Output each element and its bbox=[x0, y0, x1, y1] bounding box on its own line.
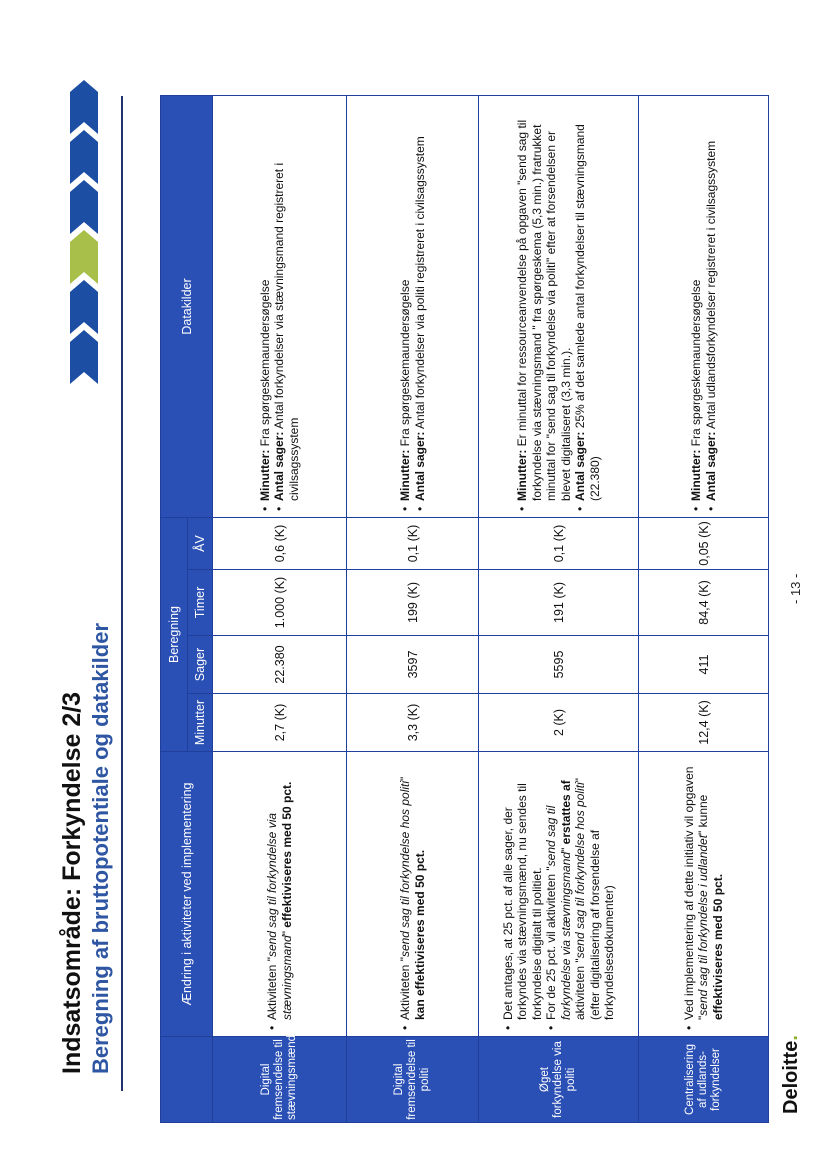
chevron-icon bbox=[70, 280, 98, 334]
list-item: • Det antages, at 25 pct. af alle sager, der forkyndes via stævningsmænd, nu sendes til forkyndelse digitalt til politiet. bbox=[501, 760, 545, 1030]
list-item: • Aktiviteten "send sag til forkyndelse hos politi" kan effektiviseres med 50 pct. bbox=[398, 760, 427, 1030]
header-change: Ændring i aktiviteter ved implementering bbox=[161, 752, 213, 1037]
page-title: Indsatsområde: Forkyndelse 2/3 bbox=[58, 691, 86, 1074]
row-label: Digital fremsendelse til politi bbox=[347, 1037, 479, 1123]
list-item: • Ved implementering af dette initiativ vil opgaven "send sag til forkyndelse i udlandet" kunne effektiviseres med 50 pct. bbox=[682, 760, 726, 1030]
row-label: Centralisering af udlands-forkyndelser bbox=[639, 1037, 769, 1123]
chevron-icon bbox=[70, 80, 98, 134]
hours-cell: 199 (K) bbox=[347, 570, 479, 636]
header-av: ÅV bbox=[188, 518, 213, 570]
chevron-icon-active bbox=[70, 230, 98, 284]
change-cell bbox=[213, 752, 347, 1037]
minutes-cell: 2,7 (K) bbox=[213, 694, 347, 752]
change-cell bbox=[479, 752, 639, 1037]
page-subtitle: Beregning af bruttopotentiale og datakilder bbox=[88, 622, 113, 1074]
hours-cell: 191 (K) bbox=[479, 570, 639, 636]
hours-cell: 1.000 (K) bbox=[213, 570, 347, 636]
list-item: • Minutter: Fra spørgeskemaundersøgelse bbox=[398, 104, 413, 511]
header-minutes: Minutter bbox=[188, 694, 213, 752]
title-divider bbox=[121, 96, 123, 1091]
list-item: • Minutter: Fra spørgeskemaundersøgelse bbox=[258, 104, 273, 511]
page-number: - 13 - bbox=[788, 573, 803, 604]
hours-cell: 84,4 (K) bbox=[639, 570, 769, 636]
list-item: • Antal sager: 25% af det samlede antal forkyndelser til stævningsmand (22.380) bbox=[573, 104, 602, 511]
header-cases: Sager bbox=[188, 636, 213, 694]
cases-cell: 22.380 bbox=[213, 636, 347, 694]
sources-cell bbox=[213, 96, 347, 518]
minutes-cell: 2 (K) bbox=[479, 694, 639, 752]
minutes-cell: 3,3 (K) bbox=[347, 694, 479, 752]
table-row bbox=[347, 96, 479, 1123]
change-cell bbox=[639, 752, 769, 1037]
chevron-icon bbox=[70, 330, 98, 384]
list-item: • Aktiviteten "send sag til forkyndelse via stævningsmand" effektiviseres med 50 pct. bbox=[265, 760, 294, 1030]
list-item: • Minutter: Fra spørgeskemaundersøgelse bbox=[689, 104, 704, 511]
sources-cell bbox=[347, 96, 479, 518]
av-cell: 0,6 (K) bbox=[213, 518, 347, 570]
header-hours: Timer bbox=[188, 570, 213, 636]
row-label: Digital fremsendelse til stævningsmænd bbox=[213, 1037, 347, 1123]
cases-cell: 3597 bbox=[347, 636, 479, 694]
chevron-icon bbox=[70, 130, 98, 184]
calculation-table bbox=[160, 95, 769, 1123]
deloitte-logo: Deloitte. bbox=[780, 1035, 802, 1114]
list-item: • Antal sager: Antal udlandsforkyndelser registreret i civilsagssystem bbox=[704, 104, 719, 511]
cases-cell: 5595 bbox=[479, 636, 639, 694]
table-row bbox=[479, 96, 639, 1123]
chevron-icon bbox=[70, 180, 98, 234]
sources-cell bbox=[479, 96, 639, 518]
list-item: • Antal sager: Antal forkyndelser via stævningsmand registreret i civilsagssystem bbox=[272, 104, 301, 511]
table-row bbox=[639, 96, 769, 1123]
table-row bbox=[213, 96, 347, 1123]
progress-chevrons bbox=[68, 79, 100, 384]
cases-cell: 411 bbox=[639, 636, 769, 694]
av-cell: 0,05 (K) bbox=[639, 518, 769, 570]
header-sources: Datakilder bbox=[161, 96, 213, 518]
av-cell: 0,1 (K) bbox=[347, 518, 479, 570]
header-calc: Beregning bbox=[161, 518, 188, 752]
change-cell bbox=[347, 752, 479, 1037]
corner-cell bbox=[161, 1037, 213, 1123]
list-item: • Minutter: Er minuttal for ressourceanvendelse på opgaven "send sag til forkyndelse via stævningsmand " fra spørgeskema (5,3 min.) fratrukket minuttal for "send sag til forkyndelse via politi" efter at forsendelsen er blevet digitaliseret (3,3 min.). bbox=[515, 104, 573, 511]
av-cell: 0,1 (K) bbox=[479, 518, 639, 570]
list-item: • For de 25 pct. vil aktiviteten "send sag til forkyndelse via stævningsmand" erstattes af aktiviteten "send sag til forkyndelse hos politi" (efter digitalisering af forsendelse af forkyndelsesdokumenter) bbox=[544, 760, 617, 1030]
list-item: • Antal sager: Antal forkyndelser via politi registreret i civilsagssystem bbox=[413, 104, 428, 511]
minutes-cell: 12,4 (K) bbox=[639, 694, 769, 752]
row-label: Øget forkyndelse via politi bbox=[479, 1037, 639, 1123]
sources-cell bbox=[639, 96, 769, 518]
